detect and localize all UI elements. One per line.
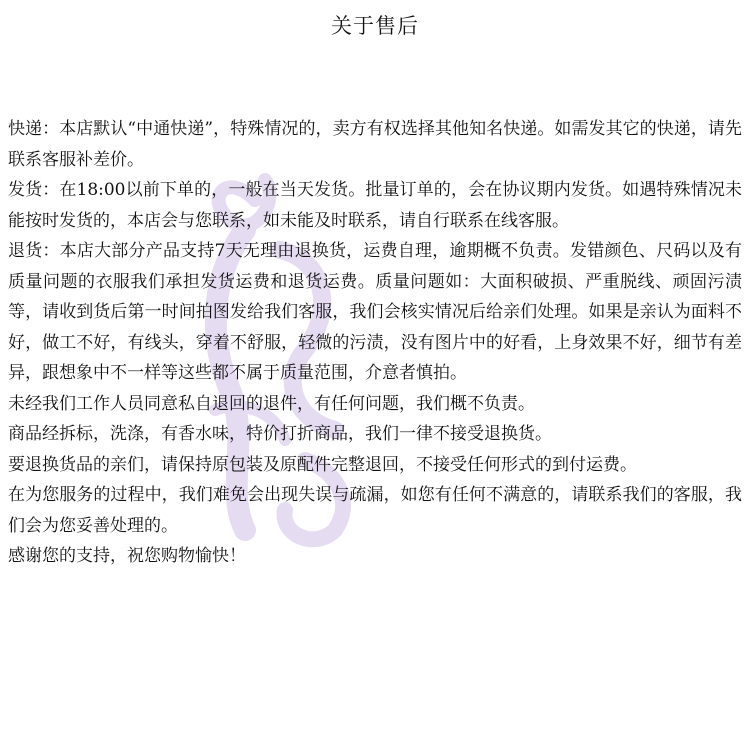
paragraph-delivery: 快递：本店默认“中通快递”，特殊情况的，卖方有权选择其他知名快递。如需发其它的快递，请先联系客服补差价。 xyxy=(8,119,742,170)
paragraph-shipping: 发货：在18:00以前下单的，一般在当天发货。批量订单的，会在协议期内发货。如遇特殊情况未能按时发货的，本店会与您联系，如未能及时联系，请自行联系在线客服。 xyxy=(8,180,742,231)
paragraph-unauthorized-returns: 未经我们工作人员同意私自退回的退件，有任何问题，我们概不负责。 xyxy=(8,393,535,414)
after-sales-content xyxy=(8,114,742,572)
paragraph-no-return-conditions: 商品经拆标，洗涤，有香水味，特价打折商品，我们一律不接受退换货。 xyxy=(8,424,552,444)
paragraph-packaging: 要退换货品的亲们，请保持原包装及原配件完整退回，不接受任何形式的到付运费。 xyxy=(8,454,637,475)
paragraph-service-apology: 在为您服务的过程中，我们难免会出现失误与疏漏，如您有任何不满意的，请联系我们的客服，我们会为您妥善处理的。 xyxy=(8,485,742,536)
paragraph-returns: 退货：本店大部分产品支持7天无理由退换货，运费自理，逾期概不负责。发错颜色、尺码以及有质量问题的衣服我们承担发货运费和退货运费。质量问题如：大面积破损、严重脱线、顽固污渍等，请收到货后第一时间拍图发给我们客服，我们会核实情况后给亲们处理。如果是亲认为面料不好，做工不好，有线头，穿着不舒服，轻微的污渍，没有图片中的好看，上身效果不好，细节有差异，跟想象中不一样等这些都不属于质量范围，介意者慎拍。 xyxy=(8,241,742,383)
paragraph-thanks: 感谢您的支持，祝您购物愉快！ xyxy=(8,546,246,566)
page-title: 关于售后 xyxy=(331,14,419,38)
